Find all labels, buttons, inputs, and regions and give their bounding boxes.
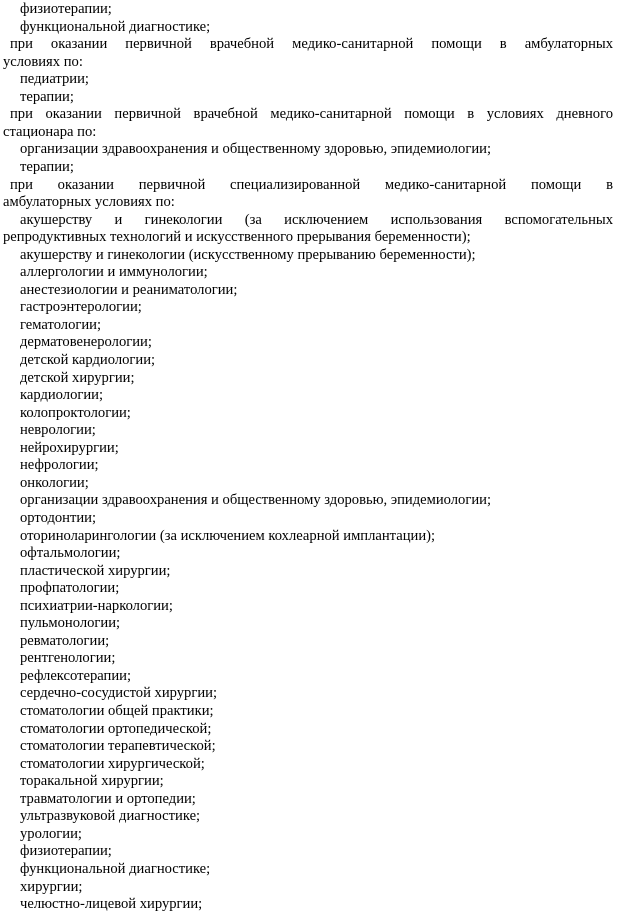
text-line: дерматовенерологии;: [20, 334, 152, 351]
text-line: неврологии;: [20, 422, 96, 439]
text-line: физиотерапии;: [20, 843, 112, 860]
text-line: условиях по:: [3, 53, 83, 70]
text-line: хирургии;: [20, 878, 83, 895]
text-line: челюстно-лицевой хирургии;: [20, 896, 203, 913]
text-line: физиотерапии;: [20, 1, 112, 17]
text-line: ультразвуковой диагностике;: [20, 808, 201, 825]
text-line: функциональной диагностике;: [20, 860, 211, 877]
text-line: детской хирургии;: [20, 369, 135, 386]
text-line: стоматологии терапевтической;: [20, 738, 216, 755]
text-line: стоматологии общей практики;: [20, 703, 214, 719]
text-line: колопроктологии;: [20, 404, 131, 421]
text-line: при оказании первичной врачебной медико-санитарной помощи в амбулаторных: [10, 36, 613, 53]
text-line: при оказании первичной врачебной медико-санитарной помощи в условиях дневного: [10, 106, 613, 123]
text-line: детской кардиологии;: [20, 352, 156, 368]
text-line: нейрохирургии;: [20, 439, 119, 456]
text-line: амбулаторных условиях по:: [3, 194, 175, 211]
text-line: стоматологии хирургической;: [20, 755, 205, 772]
text-line: психиатрии-наркологии;: [20, 597, 173, 614]
text-line: травматологии и ортопедии;: [20, 790, 196, 807]
text-line: кардиологии;: [20, 387, 104, 404]
text-line: гематологии;: [20, 316, 102, 333]
text-line: офтальмологии;: [20, 545, 121, 562]
text-line: стоматологии ортопедической;: [20, 720, 212, 737]
text-line: гастроэнтерологии;: [20, 299, 142, 316]
text-line: профпатологии;: [20, 580, 120, 597]
text-line: организации здравоохранения и общественному здоровью, эпидемиологии;: [20, 141, 492, 158]
text-line: терапии;: [20, 88, 74, 105]
text-line: организации здравоохранения и общественному здоровью, эпидемиологии;: [20, 492, 492, 509]
text-line: стационара по:: [3, 123, 97, 140]
text-line: сердечно-сосудистой хирургии;: [20, 685, 218, 702]
text-line: терапии;: [20, 158, 74, 175]
text-line: при оказании первичной специализированной медико-санитарной помощи в: [10, 176, 613, 193]
text-line: ортодонтии;: [20, 509, 97, 526]
text-line: пульмонологии;: [20, 615, 121, 632]
text-line: оториноларингологии (за исключением кохлеарной имплантации);: [20, 527, 436, 544]
text-line: педиатрии;: [20, 71, 89, 88]
text-line: рефлексотерапии;: [20, 667, 132, 684]
text-line: аллергологии и иммунологии;: [20, 264, 208, 281]
text-line: пластической хирургии;: [20, 562, 171, 579]
text-line: рентгенологии;: [20, 650, 116, 667]
text-line: репродуктивных технологий и искусственного прерывания беременности);: [3, 229, 471, 246]
text-line: онкологии;: [20, 474, 89, 491]
text-line: акушерству и гинекологии (искусственному прерыванию беременности);: [20, 246, 476, 263]
text-line: акушерству и гинекологии (за исключением использования вспомогательных: [20, 211, 613, 228]
text-line: торакальной хирургии;: [20, 773, 164, 790]
text-line: функциональной диагностике;: [20, 18, 211, 35]
text-line: нефрологии;: [20, 457, 99, 474]
text-line: ревматологии;: [20, 632, 110, 649]
text-line: урологии;: [20, 825, 82, 842]
text-line: анестезиологии и реаниматологии;: [20, 281, 238, 298]
